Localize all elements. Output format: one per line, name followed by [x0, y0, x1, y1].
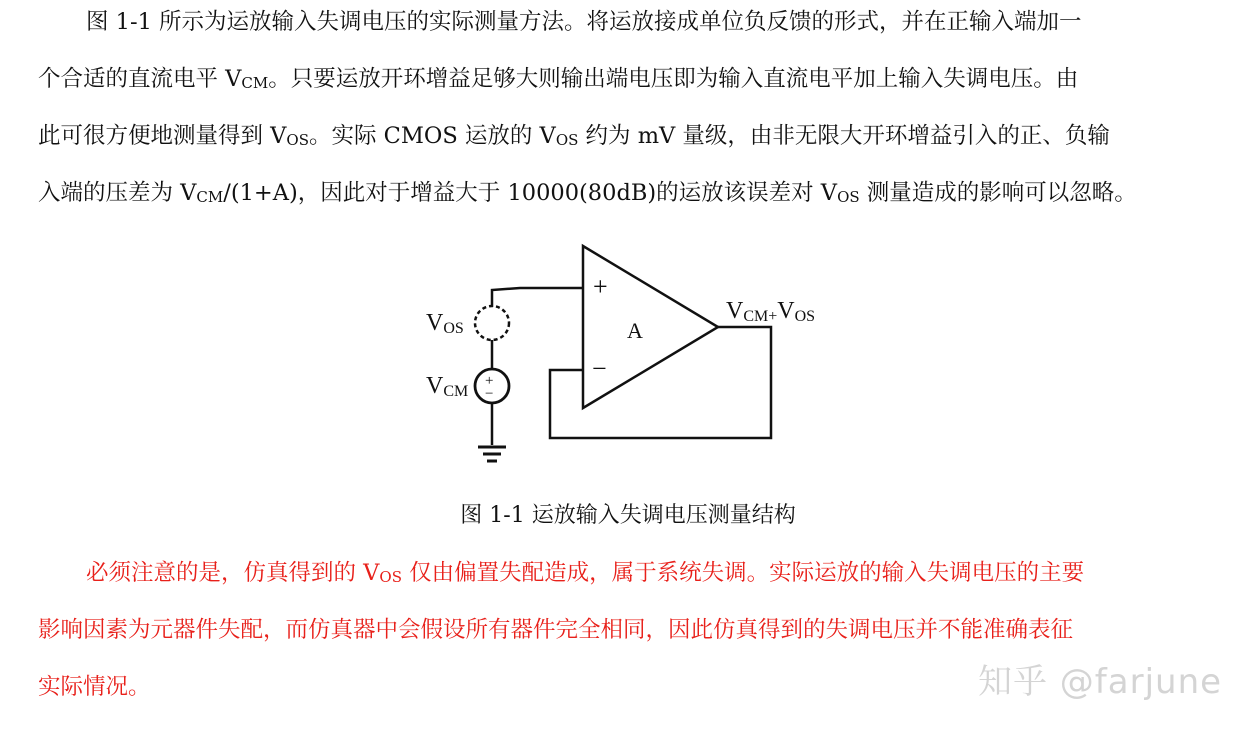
- text-segment: 个合适的直流电平 V: [38, 66, 242, 92]
- zhihu-watermark: 知乎 @farjune: [978, 662, 1223, 702]
- output-label-v1: V: [726, 298, 744, 324]
- subscript: OS: [379, 568, 402, 586]
- subscript: OS: [555, 131, 579, 149]
- opamp-gain-label: A: [627, 318, 643, 343]
- plus-input-wire: [492, 288, 583, 307]
- vos-source-circle: [475, 306, 509, 340]
- text-segment: /(1+A)，因此对于增益大于 10000(80dB)的运放该误差对 V: [223, 180, 838, 206]
- subscript: OS: [837, 188, 860, 206]
- text-segment: 测量造成的影响可以忽略。: [859, 180, 1137, 206]
- note-line-1: [38, 545, 1218, 602]
- vcm-minus-sign: −: [485, 386, 494, 402]
- note-line-3: 实际情况。: [38, 674, 151, 700]
- text-segment: 必须注意的是，仿真得到的 V: [86, 560, 380, 586]
- text-segment: 。实际 CMOS 运放的 V: [308, 123, 556, 149]
- text-segment: 图 1-1 所示为运放输入失调电压的实际测量方法。将运放接成单位负反馈的形式，并在正输入端加一: [86, 9, 1082, 35]
- text-segment: 此可很方便地测量得到 V: [38, 123, 287, 149]
- text-segment: 约为 mV 量级，由非无限大开环增益引入的正、负输: [578, 123, 1110, 149]
- output-label-sub1: CM+: [743, 308, 778, 325]
- output-label: [726, 298, 815, 325]
- vos-label-sub: OS: [443, 320, 464, 337]
- figure-caption: 图 1-1 运放输入失调电压测量结构: [460, 503, 796, 528]
- vos-label: [426, 310, 464, 337]
- subscript: OS: [286, 131, 309, 149]
- vcm-label: [426, 373, 468, 400]
- vcm-label-v: V: [426, 373, 444, 399]
- text-segment: 仅由偏置失配造成，属于系统失调。实际运放的输入失调电压的主要: [401, 560, 1085, 586]
- vcm-plus-sign: +: [485, 373, 494, 389]
- text-segment: 。只要运放开环增益足够大则输出端电压即为输入直流电平加上输入失调电压。由: [268, 66, 1079, 92]
- output-label-v2: V: [777, 298, 795, 324]
- opamp-triangle: [583, 246, 718, 408]
- vcm-label-sub: CM: [443, 383, 469, 400]
- opamp-minus-sign: −: [592, 354, 607, 383]
- text-segment: 入端的压差为 V: [38, 180, 197, 206]
- subscript: CM: [196, 188, 224, 206]
- output-label-sub2: OS: [794, 308, 816, 325]
- subscript: CM: [241, 74, 269, 92]
- vos-label-v: V: [426, 310, 444, 336]
- opamp-plus-sign: +: [593, 272, 608, 301]
- note-line-2: 影响因素为元器件失配，而仿真器中会假设所有器件完全相同，因此仿真得到的失调电压并不能准确表征: [38, 617, 1074, 643]
